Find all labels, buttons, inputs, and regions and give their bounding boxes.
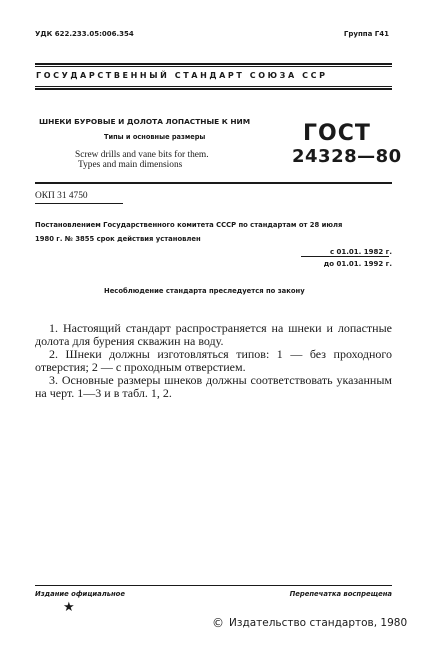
star-icon: ★ [63, 600, 75, 615]
reprint-note: Перепечатка воспрещена [289, 590, 392, 598]
top-rule-2 [35, 66, 392, 67]
validity-to: до 01.01. 1992 г. [323, 260, 392, 268]
gost-number: 24328—80 [292, 146, 402, 167]
title-en-line1: Screw drills and vane bits for them. [75, 150, 209, 160]
okp-rule [35, 182, 392, 184]
paragraph-2: 2. Шнеки должны изготовляться типов: 1 — без проходного отверстия; 2 — с проходным отверстием. [35, 347, 392, 374]
footer-rule [35, 585, 392, 586]
edition-note: Издание официальное [35, 590, 125, 598]
body-text [35, 322, 392, 400]
subtitle-ru: Типы и основные размеры [104, 133, 206, 141]
gost-label: ГОСТ [303, 121, 371, 146]
copyright-text: Издательство стандартов, 1980 [229, 617, 408, 629]
decree-line2: 1980 г. № 3855 срок действия установлен [35, 235, 201, 243]
decree-line1: Постановлением Государственного комитета СССР по стандартам от 28 июля [35, 221, 343, 229]
top-rule-1 [35, 63, 392, 65]
title-en-line2: Types and main dimensions [78, 160, 183, 170]
title-ru: ШНЕКИ БУРОВЫЕ И ДОЛОТА ЛОПАСТНЫЕ К НИМ [39, 117, 251, 126]
paragraph-1: 1. Настоящий стандарт распространяется на шнеки и лопастные долота для бурения скважин на воду. [35, 321, 392, 348]
group-code: Группа Г41 [343, 30, 389, 38]
banner-rule-2 [35, 88, 392, 90]
paragraph-3: 3. Основные размеры шнеков должны соответствовать указанным на черт. 1—3 и в табл. 1, 2. [35, 373, 392, 400]
okp-underline [35, 203, 123, 204]
penalty-note: Несоблюдение стандарта преследуется по закону [104, 287, 305, 295]
validity-from: с 01.01. 1982 г. [329, 248, 392, 256]
okp-code: ОКП 31 4750 [35, 191, 88, 201]
validity-divider [301, 256, 389, 257]
copyright-icon: © [212, 616, 224, 630]
udk-code: УДК 622.233.05:006.354 [35, 30, 134, 38]
banner-rule-1 [35, 86, 392, 87]
standard-banner: ГОСУДАРСТВЕННЫЙ СТАНДАРТ СОЮЗА ССР [36, 71, 328, 80]
